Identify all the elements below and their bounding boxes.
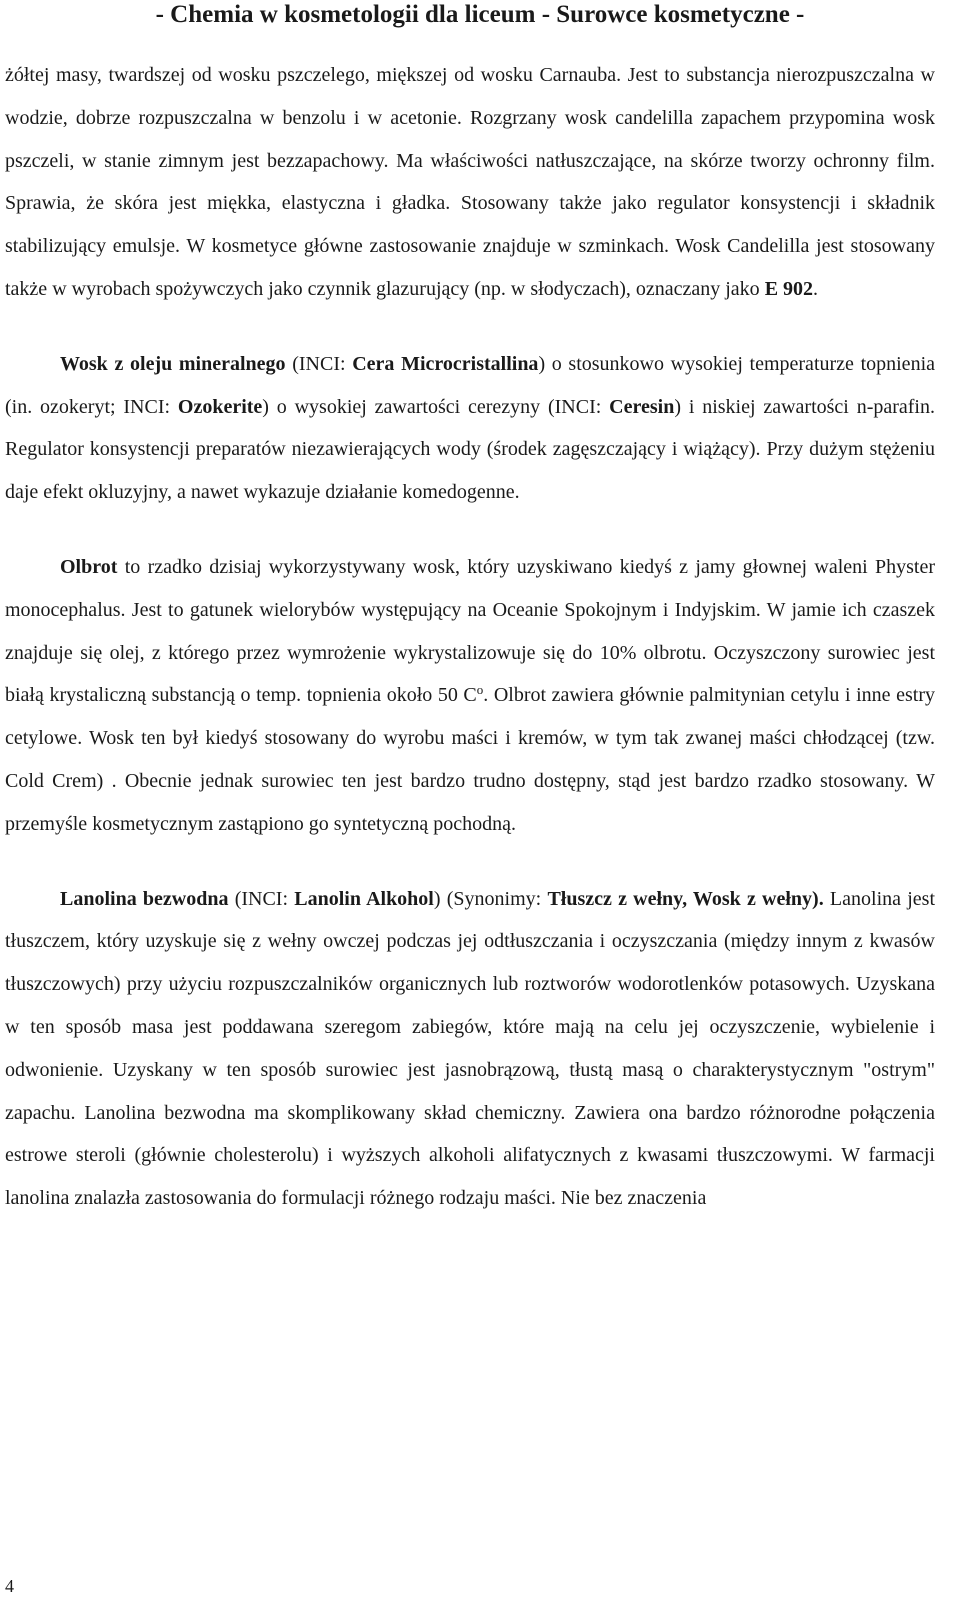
paragraph-text: to rzadko dzisiaj wykorzystywany wosk, który uzyskiwano kiedyś z jamy głownej waleni Physter monocephalus. Jest to gatunek wielorybów występujący na Oceanie Spokojnym i Indyjskim. W jamie ich czaszek znajduje się olej, z którego przez wymrożenie wykrystalizowuje się do 10% olbrotu. Oczyszczony surowiec jest białą krystaliczną substancją o temp. topnienia około 50 C [5, 555, 935, 707]
paragraph-text: Lanolina jest tłuszczem, który uzyskuje się z wełny owczej podczas jej odtłuszczania i oczyszczania (między innym z kwasów tłuszczowych) przy użyciu rozpuszczalników organicznych lub roztworów wodorotlenków potasowych. Uzyskana w ten sposób masa jest poddawana szeregom zabiegów, które mają na celu jej oczyszczenie, wybielenie i odwonienie. Uzyskany w ten sposób surowiec jest jasnobrązową, tłustą masą o charakterystycznym "ostrym" zapachu. Lanolina bezwodna ma skomplikowany skład chemiczny. Zawiera ona bardzo różnorodne połączenia estrowe steroli (głównie cholesterolu) i wyższych alkoholi alifatycznych z kwasami tłuszczowymi. W farmacji lanolina znalazła zastosowania do formulacji różnego rodzaju maści. Nie bez znaczenia [5, 887, 936, 1210]
term-heading: Wosk z oleju mineralnego [60, 352, 286, 375]
paragraph-lanolin [5, 878, 935, 1220]
paragraph-text: żółtej masy, twardszej od wosku pszczelego, miększej od wosku Carnauba. Jest to substancja nierozpuszczalna w wodzie, dobrze rozpuszczalna w benzolu i w acetonie. Rozgrzany wosk candelilla zapachem przypomina wosk pszczeli, w stanie zimnym jest bezzapachowy. Ma właściwości natłuszczające, na skórze tworzy ochronny film. Sprawia, że skóra jest miękka, elastyczna i gładka. Stosowany także jako regulator konsystencji i składnik stabilizujący emulsje. W kosmetyce główne zastosowanie znajduje w szminkach. Wosk Candelilla jest stosowany także w wyrobach spożywczych jako czynnik glazurujący (np. w słodyczach), oznaczany jako [5, 64, 935, 300]
paragraph-olbrot [5, 546, 935, 846]
inci-name: Lanolin Alkohol [294, 887, 434, 910]
inci-name: Cera Microcristallina [352, 352, 539, 375]
inci-name: Ceresin [609, 395, 675, 418]
page-title: - Chemia w kosmetologii dla liceum - Surowce kosmetyczne - [155, 1, 805, 28]
paragraph-text: (INCI: [285, 352, 353, 375]
term-heading: Lanolina bezwodna [60, 887, 229, 910]
paragraph-candelilla [5, 54, 935, 311]
paragraph-end: . [813, 277, 819, 300]
paragraph-text: ) i niskiej zawartości n-parafin. Regulator konsystencji preparatów niezawierających wody (środek zagęszczający i wiążący). Przy dużym stężeniu daje efekt okluzyjny, a nawet wykazuje działanie komedogenne. [5, 395, 935, 504]
paragraph-text: . Olbrot zawiera głównie palmitynian cetylu i inne estry cetylowe. Wosk ten był kiedyś stosowany do wyrobu maści i kremów, w tym tak zwanej maści chłodzącej (tzw. Cold Crem) . Obecnie jednak surowiec ten jest bardzo trudno dostępny, stąd jest bardzo rzadko stosowany. W przemyśle kosmetycznym zastąpiono go syntetyczną pochodną. [5, 684, 936, 835]
paragraph-text: ) o wysokiej zawartości cerezyny (INCI: [262, 395, 610, 418]
food-additive-code: E 902 [764, 277, 814, 300]
synonyms: Tłuszcz z wełny, Wosk z wełny). [547, 887, 824, 910]
page-number: 4 [5, 1576, 14, 1596]
term-heading: Olbrot [60, 555, 118, 578]
paragraph-text: ) o stosunkowo wysokiej temperaturze topnienia (in. ozokeryt; INCI: [5, 352, 935, 418]
degree-superscript: o [476, 682, 484, 698]
paragraph-microcrystalline-wax [5, 343, 935, 514]
paragraph-text: (INCI: [228, 887, 295, 910]
paragraph-text: ) (Synonimy: [433, 887, 548, 910]
document-body [5, 54, 935, 1220]
inci-name: Ozokerite [177, 395, 263, 418]
